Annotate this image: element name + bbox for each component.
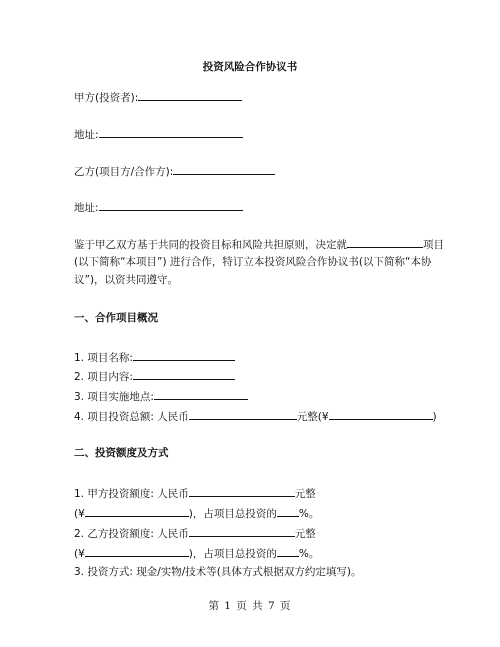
address-line-2 bbox=[74, 199, 243, 215]
party-b-share-mid: )，占项目总投资的 bbox=[188, 548, 277, 560]
item-label: 2. 项目内容: bbox=[74, 371, 133, 383]
item-blank bbox=[154, 388, 248, 400]
party-b-figure-blank bbox=[85, 545, 189, 557]
preamble-line-3: 议”)，以资共同遵守。 bbox=[74, 274, 179, 286]
item-project-name bbox=[74, 349, 235, 365]
item-project-content bbox=[74, 368, 235, 384]
item-blank bbox=[133, 368, 235, 380]
party-a-share-line bbox=[74, 505, 319, 521]
party-a-share-mid: )，占项目总投资的 bbox=[188, 508, 277, 520]
address-label-2: 地址: bbox=[74, 202, 99, 214]
address-blank-1 bbox=[99, 126, 243, 138]
party-a-blank bbox=[138, 89, 242, 101]
party-b-amount-line bbox=[74, 525, 316, 541]
party-a-amount-blank bbox=[189, 485, 295, 497]
party-a-label: 甲方(投资者): bbox=[74, 92, 139, 104]
party-a-percent-blank bbox=[277, 505, 299, 517]
item-total-investment bbox=[74, 408, 437, 424]
party-b-share-line bbox=[74, 545, 319, 561]
party-a-share-prefix: (¥ bbox=[74, 508, 85, 520]
preamble-line-1 bbox=[74, 236, 444, 252]
item-project-location bbox=[74, 388, 248, 404]
party-b-line bbox=[74, 163, 275, 179]
address-line-1 bbox=[74, 126, 243, 142]
amount-end: ) bbox=[432, 411, 437, 423]
address-label-1: 地址: bbox=[74, 129, 99, 141]
party-b-label: 乙方(项目方/合作方): bbox=[74, 166, 174, 178]
investment-method-line: 3. 投资方式: 现金/实物/技术等(具体方式根据双方约定填写)。 bbox=[74, 566, 362, 578]
party-b-share-prefix: (¥ bbox=[74, 548, 85, 560]
item-blank bbox=[133, 349, 235, 361]
party-b-amount-prefix: 2. 乙方投资额度: 人民币 bbox=[74, 528, 189, 540]
preamble-text-1b: 项目 bbox=[423, 239, 444, 251]
section-2-heading: 二、投资额度及方式 bbox=[74, 447, 169, 459]
party-a-line bbox=[74, 89, 242, 105]
document-title: 投资风险合作协议书 bbox=[202, 61, 298, 73]
item-label: 3. 项目实施地点: bbox=[74, 391, 154, 403]
section-1-heading: 一、合作项目概况 bbox=[74, 312, 158, 324]
party-b-share-suffix: %。 bbox=[298, 548, 320, 560]
party-b-amount-blank bbox=[189, 525, 295, 537]
address-blank-2 bbox=[99, 199, 243, 211]
party-a-share-suffix: %。 bbox=[298, 508, 320, 520]
party-a-amount-prefix: 1. 甲方投资额度: 人民币 bbox=[74, 488, 189, 500]
item-label: 4. 项目投资总额: 人民币 bbox=[74, 411, 189, 423]
preamble-text-1a: 鉴于甲乙双方基于共同的投资目标和风险共担原则，决定就 bbox=[74, 239, 347, 251]
amount-blank bbox=[189, 408, 297, 420]
party-a-figure-blank bbox=[85, 505, 189, 517]
party-a-amount-suffix: 元整 bbox=[294, 488, 316, 500]
party-b-blank bbox=[173, 163, 275, 175]
amount-figure-blank bbox=[329, 408, 433, 420]
party-b-percent-blank bbox=[277, 545, 299, 557]
project-blank bbox=[347, 236, 423, 248]
amount-mid: 元整(¥ bbox=[296, 411, 329, 423]
party-a-amount-line bbox=[74, 485, 316, 501]
party-b-amount-suffix: 元整 bbox=[294, 528, 316, 540]
page-footer: 第 1 页 共 7 页 bbox=[208, 600, 292, 612]
item-label: 1. 项目名称: bbox=[74, 352, 133, 364]
preamble-line-2: (以下简称“本项目”) 进行合作，特订立本投资风险合作协议书(以下简称“本协 bbox=[74, 256, 432, 268]
